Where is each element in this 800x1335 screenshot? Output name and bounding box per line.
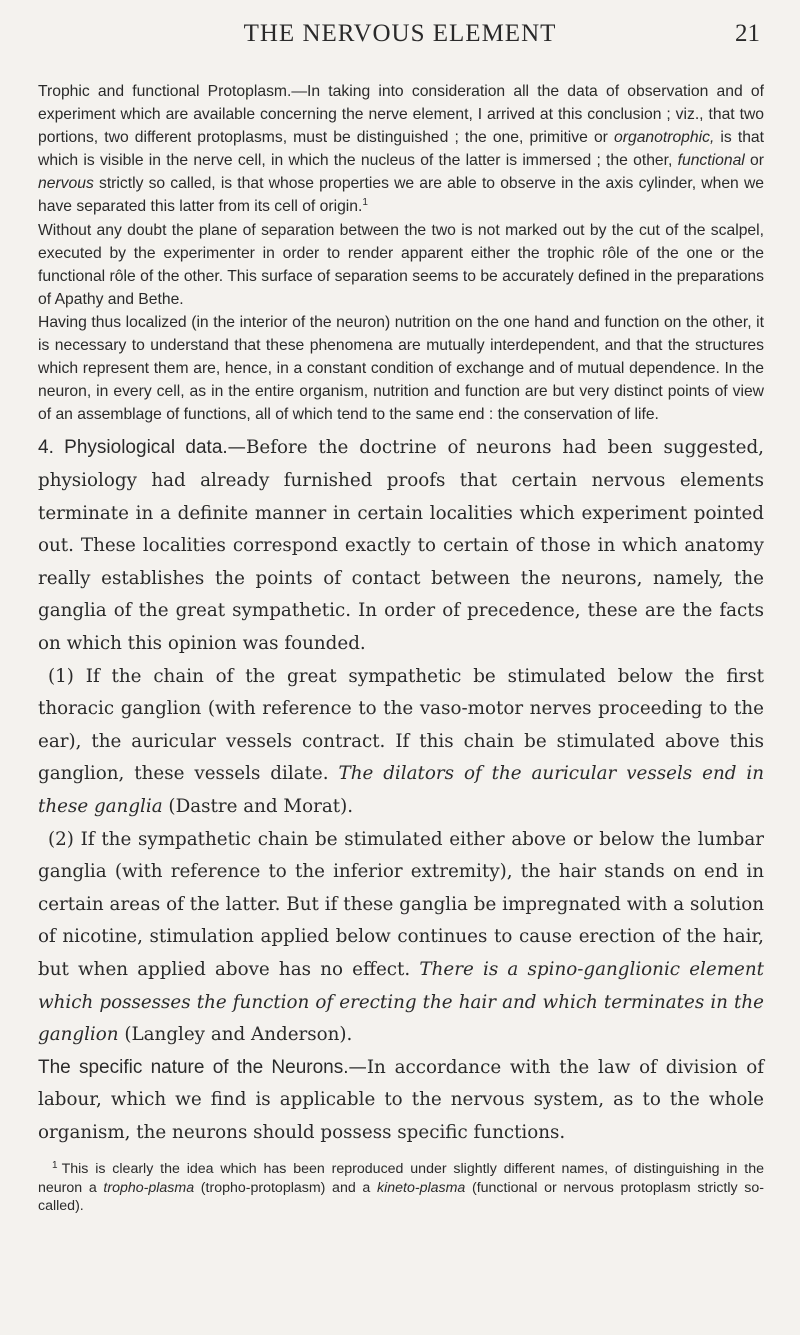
- term-tropho-plasma: tropho-plasma: [103, 1179, 195, 1196]
- term-organotrophic: organotrophic,: [614, 129, 715, 147]
- section-heading-trophic: Trophic and functional Protoplasm.: [38, 83, 292, 100]
- paragraph-separation-plane: Without any doubt the plane of separation between the two is not marked out by the cut of the scalpel, executed by the experimenter in order to render apparent either the trophic rôle of the one or the functional rôle of the other. This surface of separation seems to be accurately defined in the preparations of Apathy and Bethe.: [38, 221, 764, 308]
- section-heading-physiological: 4. Physiological data.: [38, 437, 228, 459]
- emphasis-dilators: The dilators of the auricular vessels end in these ganglia: [38, 763, 764, 817]
- term-nervous: nervous: [38, 175, 94, 193]
- footnote-ref: 1: [362, 197, 368, 209]
- running-head: THE NERVOUS ELEMENT: [243, 20, 557, 47]
- footnote: $^1$ This is clearly the idea which has been reproduced under slightly different names, of distinguishing in the neuron a tropho-plasma (tropho-protoplasm) and a kineto-plasma (functional or nervous protoplasm strictly so-called).: [38, 1160, 764, 1214]
- term-functional: functional: [677, 152, 745, 170]
- paragraph-physiological-data: 4. Physiological data.—Before the doctrine of neurons had been suggested, physiology had already furnished proofs that certain nervous elements terminate in a definite manner in certain localities which experiment pointed out. These localities correspond exactly to certain of those in which anatomy really establishes the points of contact between the neurons, namely, the ganglia of the great sympathetic. In order of precedence, these are the facts on which this opinion was founded.: [38, 437, 764, 654]
- footnote-mark: 1: [52, 1160, 58, 1172]
- paragraph-localization: Having thus localized (in the interior of the neuron) nutrition on the one hand and function on the other, it is necessary to understand that these phenomena are mutually interdependent, and that the structures which represent them are, hence, in a constant condition of exchange and of mutual dependence. In the neuron, in every cell, as in the entire organism, nutrition and function are but very distinct points of view of an assemblage of functions, all of which tend to the same end : the conservation of life.: [38, 313, 764, 424]
- page-header: [40, 20, 760, 56]
- emphasis-spino-ganglionic: There is a spino-ganglionic element which possesses the function of erecting the hair and which terminates in the ganglion: [38, 958, 765, 1046]
- section-heading-specific-nature: The specific nature of the Neurons.: [38, 1056, 349, 1078]
- page-number: 21: [735, 20, 760, 47]
- body-text: [38, 80, 764, 1215]
- term-kineto-plasma: kineto-plasma: [376, 1179, 466, 1196]
- paragraph-fact-2: (2) If the sympathetic chain be stimulated either above or below the lumbar ganglia (with reference to the inferior extremity), the hair stands on end in certain areas of the latter. But if these ganglia be impregnated with a solution of nicotine, stimulation applied below continues to cause erection of the hair, but when applied above has no effect. There is a spino-ganglionic element which possesses the function of erecting the hair and which terminates in the ganglion (Langley and Anderson).: [38, 828, 765, 1046]
- paragraph-trophic-functional: Trophic and functional Protoplasm.—In taking into consideration all the data of observation and of experiment which are available concerning the nerve element, I arrived at this conclusion ; viz., that two portions, two different protoplasms, must be distinguished ; the one, primitive or organotrophic, is that which is visible in the nerve cell, in which the nucleus of the latter is immersed ; the other, functional or nervous strictly so called, is that whose properties we are able to observe in the axis cylinder, when we have separated this latter from its cell of origin.$^1$: [38, 83, 765, 216]
- paragraph-fact-1: (1) If the chain of the great sympathetic be stimulated below the first thoracic ganglion (with reference to the vaso-motor nerves proceeding to the ear), the auricular vessels contract. If this chain be stimulated above this ganglion, these vessels dilate. The dilators of the auricular vessels end in these ganglia (Dastre and Morat).: [38, 665, 764, 817]
- paragraph-specific-nature: The specific nature of the Neurons.—In accordance with the law of division of labour, which we find is applicable to the nervous system, as to the whole organism, the neurons should possess specific functions.: [38, 1056, 765, 1143]
